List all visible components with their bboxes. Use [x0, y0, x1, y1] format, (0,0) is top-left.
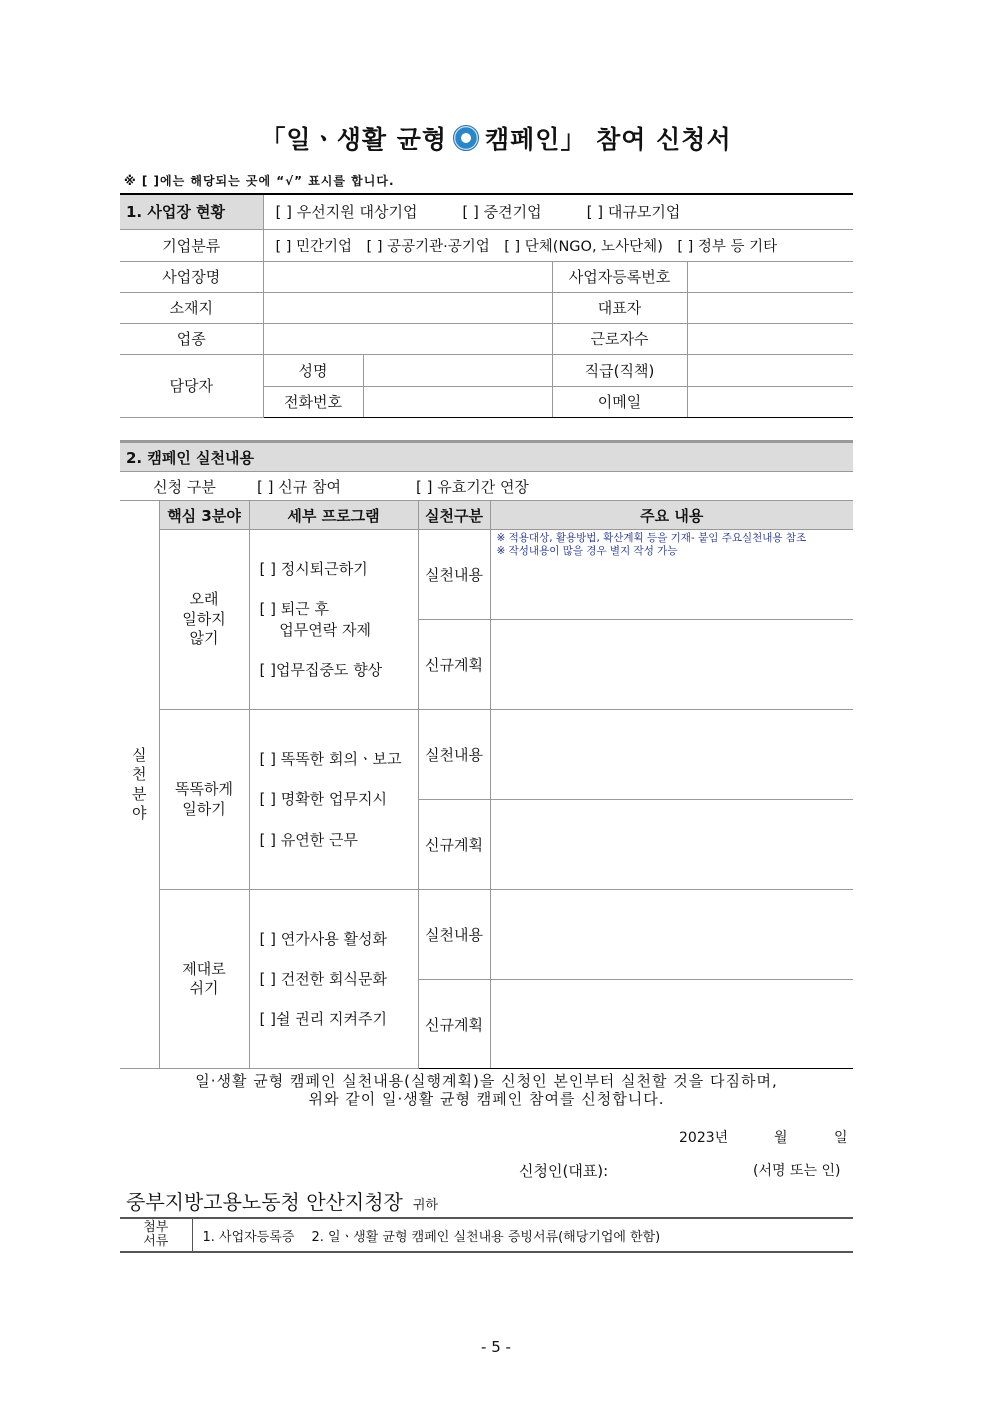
industry-field[interactable] — [263, 323, 552, 354]
area-name: 오래 일하지 않기 — [159, 530, 249, 710]
applicant-label: 신청인(대표): — [519, 1162, 609, 1180]
col-practice-type: 실천구분 — [418, 501, 490, 530]
campaign-practice-table — [120, 440, 853, 1069]
contact-person-label: 담당자 — [120, 354, 263, 417]
practice-content-field[interactable] — [490, 890, 853, 980]
attachments-list: 1. 사업자등록증 2. 일ㆍ생활 균형 캠페인 실천내용 증빙서류(해당기업에 한함) — [192, 1218, 853, 1252]
program-item[interactable]: [ ] 건전한 회식문화 — [259, 969, 387, 988]
attachments-table — [120, 1217, 853, 1253]
section2-header: 2. 캠페인 실천내용 — [120, 442, 853, 472]
plan-content-field[interactable] — [490, 620, 853, 710]
program-item[interactable]: [ ] 똑똑한 회의ㆍ보고 — [259, 750, 402, 769]
program-item[interactable]: [ ]쉴 권리 지켜주기 — [259, 1010, 387, 1029]
company-size-options[interactable]: [ ] 우선지원 대상기업 [ ] 중견기업 [ ] 대규모기업 — [263, 194, 853, 229]
phone-field[interactable] — [363, 386, 552, 417]
office-suffix: 귀하 — [412, 1198, 438, 1213]
guide-line: ※ 작성내용이 많을 경우 별지 작성 가능 — [496, 545, 678, 558]
program-list — [249, 530, 418, 710]
section1-header: 1. 사업장 현황 — [120, 194, 263, 229]
guide-line: ※ 적용대상, 활용방법, 확산계획 등을 기재- 붙임 주요실천내용 참조 — [496, 532, 807, 544]
practice-type-label: 실천내용 — [418, 530, 490, 620]
plan-type-label: 신규계획 — [418, 620, 490, 710]
email-label: 이메일 — [552, 386, 687, 417]
signature-label: (서명 또는 인) — [753, 1163, 841, 1179]
recipient-office — [126, 1186, 438, 1215]
page-number: - 5 - — [481, 1338, 511, 1356]
plan-content-field[interactable] — [490, 800, 853, 890]
position-label: 직급(직책) — [552, 354, 687, 386]
title-prefix: 「일ㆍ생활 균형 — [260, 125, 447, 154]
representative-field[interactable] — [687, 292, 853, 323]
contact-name-label: 성명 — [263, 354, 363, 386]
program-list — [249, 710, 418, 890]
date-year: 2023년 — [679, 1130, 729, 1146]
program-item[interactable]: [ ] 연가사용 활성화 — [259, 929, 387, 948]
form-title — [0, 120, 992, 156]
email-field[interactable] — [687, 386, 853, 417]
date-month: 월 — [774, 1130, 788, 1146]
company-type-options[interactable]: [ ] 민간기업 [ ] 공공기관·공기업 [ ] 단체(NGO, 노사단체) [ ] 정부 등 기타 — [263, 229, 853, 261]
reg-number-field[interactable] — [687, 261, 853, 292]
representative-label: 대표자 — [552, 292, 687, 323]
pledge-line: 일·생활 균형 캠페인 실천내용(실행계획)을 신청인 본인부터 실천할 것을 다짐하며, — [195, 1072, 778, 1090]
program-item[interactable]: [ ] 퇴근 후 업무연락 자제 — [259, 600, 371, 639]
date-day: 일 — [834, 1130, 848, 1146]
col-main-content: 주요 내용 — [490, 501, 853, 530]
practice-type-label: 실천내용 — [418, 710, 490, 800]
program-item[interactable]: [ ] 명확한 업무지시 — [259, 790, 387, 809]
industry-label: 업종 — [120, 323, 263, 354]
workers-field[interactable] — [687, 323, 853, 354]
reg-number-label: 사업자등록번호 — [552, 261, 687, 292]
practice-type-label: 실천내용 — [418, 890, 490, 980]
apply-type-options[interactable]: [ ] 신규 참여 [ ] 유효기간 연장 — [257, 477, 529, 496]
pledge-line: 위와 같이 일·생활 균형 캠페인 참여를 신청합니다. — [308, 1090, 665, 1108]
practice-field-side-label: 실 천 분 야 — [120, 501, 159, 1069]
program-item[interactable]: [ ] 유연한 근무 — [259, 830, 358, 849]
program-list — [249, 890, 418, 1069]
area-name: 제대로 쉬기 — [159, 890, 249, 1069]
business-status-table — [120, 193, 853, 418]
business-name-field[interactable] — [263, 261, 552, 292]
workers-label: 근로자수 — [552, 323, 687, 354]
position-field[interactable] — [687, 354, 853, 386]
plan-type-label: 신규계획 — [418, 980, 490, 1069]
program-item[interactable]: [ ] 정시퇴근하기 — [259, 560, 368, 578]
pledge-statement — [120, 1072, 853, 1108]
phone-label: 전화번호 — [263, 386, 363, 417]
address-field[interactable] — [263, 292, 552, 323]
col-program: 세부 프로그램 — [249, 501, 418, 530]
program-item[interactable]: [ ]업무집중도 향상 — [259, 660, 383, 679]
attachments-label: 첨부 서류 — [120, 1218, 192, 1252]
content-guide[interactable] — [490, 530, 853, 620]
check-note: ※ [ ]에는 해당되는 곳에 “√” 표시를 합니다. — [124, 174, 395, 188]
address-label: 소재지 — [120, 292, 263, 323]
area-name: 똑똑하게 일하기 — [159, 710, 249, 890]
practice-content-field[interactable] — [490, 710, 853, 800]
company-type-label: 기업분류 — [120, 229, 263, 261]
title-suffix: 캠페인」 참여 신청서 — [485, 125, 732, 154]
campaign-logo-icon — [453, 125, 479, 151]
col-core-areas: 핵심 3분야 — [159, 501, 249, 530]
apply-type-label: 신청 구분 — [153, 477, 216, 496]
plan-content-field[interactable] — [490, 980, 853, 1069]
business-name-label: 사업장명 — [120, 261, 263, 292]
plan-type-label: 신규계획 — [418, 800, 490, 890]
contact-name-field[interactable] — [363, 354, 552, 386]
office-name: 중부지방고용노동청 안산지청장 — [126, 1190, 403, 1214]
